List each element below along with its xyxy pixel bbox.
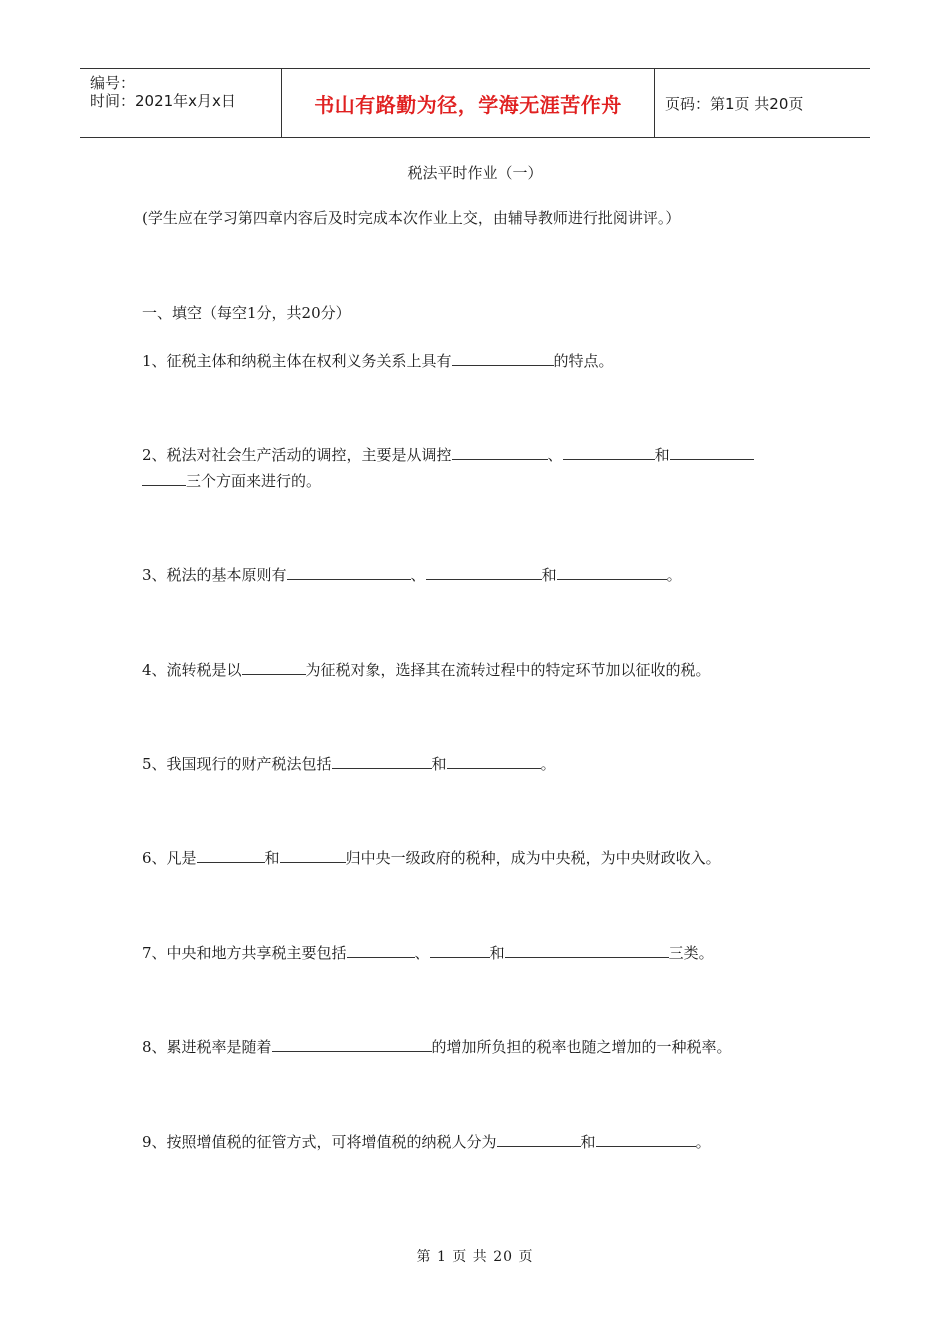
question-2 (142, 442, 754, 468)
answer-blank[interactable] (197, 846, 265, 863)
motto: 书山有路勤为径，学海无涯苦作舟 (314, 92, 622, 117)
section-heading: 一、填空（每空1分，共20分） (142, 304, 351, 322)
question-text: 归中央一级政府的税种，成为中央税，为中央财政收入。 (345, 849, 721, 867)
question-9 (142, 1129, 711, 1155)
question-text: 。 (666, 566, 682, 584)
question-text: 和 (580, 1133, 596, 1151)
question-text: 。 (695, 1133, 711, 1151)
answer-blank[interactable] (670, 443, 754, 460)
question-text: 、 (414, 944, 430, 962)
answer-blank[interactable] (563, 443, 655, 460)
question-text: 和 (431, 755, 447, 773)
question-text: 的特点。 (553, 352, 614, 370)
question-text: 为征税对象，选择其在流转过程中的特定环节加以征收的税。 (305, 661, 711, 679)
question-7 (142, 940, 714, 966)
question-1 (142, 348, 614, 374)
question-text: 9、按照增值税的征管方式，可将增值税的纳税人分为 (142, 1133, 497, 1151)
code-label: 编号： (90, 74, 136, 92)
answer-blank[interactable] (272, 1035, 432, 1052)
answer-blank[interactable] (287, 563, 411, 580)
header-motto-cell (281, 69, 655, 137)
page-info: 页码：第1页 共20页 (665, 94, 804, 113)
question-6 (142, 845, 721, 871)
answer-blank[interactable] (505, 941, 669, 958)
question-text: 的增加所负担的税率也随之增加的一种税率。 (431, 1038, 732, 1056)
question-4 (142, 657, 711, 683)
question-text: 和 (489, 944, 505, 962)
question-text: 5、我国现行的财产税法包括 (142, 755, 332, 773)
time-label: 时间：2021年x月x日 (90, 92, 236, 110)
question-text: 、 (547, 446, 563, 464)
header-page-info (655, 69, 870, 137)
answer-blank[interactable] (347, 941, 415, 958)
question-text: 三类。 (668, 944, 714, 962)
answer-blank[interactable] (452, 349, 554, 366)
question-text: 和 (654, 446, 670, 464)
question-text: 6、凡是 (142, 849, 197, 867)
answer-blank[interactable] (447, 752, 541, 769)
question-text: 和 (541, 566, 557, 584)
page-footer: 第 1 页 共 20 页 (416, 1249, 534, 1265)
question-3 (142, 562, 682, 588)
question-5 (142, 751, 556, 777)
header-meta (80, 69, 280, 137)
answer-blank[interactable] (280, 846, 346, 863)
question-text: 8、累进税率是随着 (142, 1038, 272, 1056)
answer-blank[interactable] (430, 941, 490, 958)
question-text: 三个方面来进行的。 (186, 472, 322, 490)
answer-blank[interactable] (142, 469, 186, 486)
page-header (80, 68, 870, 138)
question-text: 和 (264, 849, 280, 867)
answer-blank[interactable] (242, 658, 306, 675)
question-8 (142, 1034, 732, 1060)
answer-blank[interactable] (596, 1130, 696, 1147)
question-text: 7、中央和地方共享税主要包括 (142, 944, 347, 962)
answer-blank[interactable] (452, 443, 548, 460)
question-text: 1、征税主体和纳税主体在权利义务关系上具有 (142, 352, 452, 370)
answer-blank[interactable] (332, 752, 432, 769)
question-2-continued (142, 468, 321, 494)
question-text: 2、税法对社会生产活动的调控，主要是从调控 (142, 446, 452, 464)
answer-blank[interactable] (557, 563, 667, 580)
answer-blank[interactable] (426, 563, 542, 580)
answer-blank[interactable] (497, 1130, 581, 1147)
question-text: 4、流转税是以 (142, 661, 242, 679)
document-title: 税法平时作业（一） (407, 164, 543, 182)
instruction-note: (学生应在学习第四章内容后及时完成本次作业上交，由辅导教师进行批阅讲评。） (142, 209, 681, 227)
question-text: 3、税法的基本原则有 (142, 566, 287, 584)
question-text: 。 (540, 755, 556, 773)
question-text: 、 (410, 566, 426, 584)
